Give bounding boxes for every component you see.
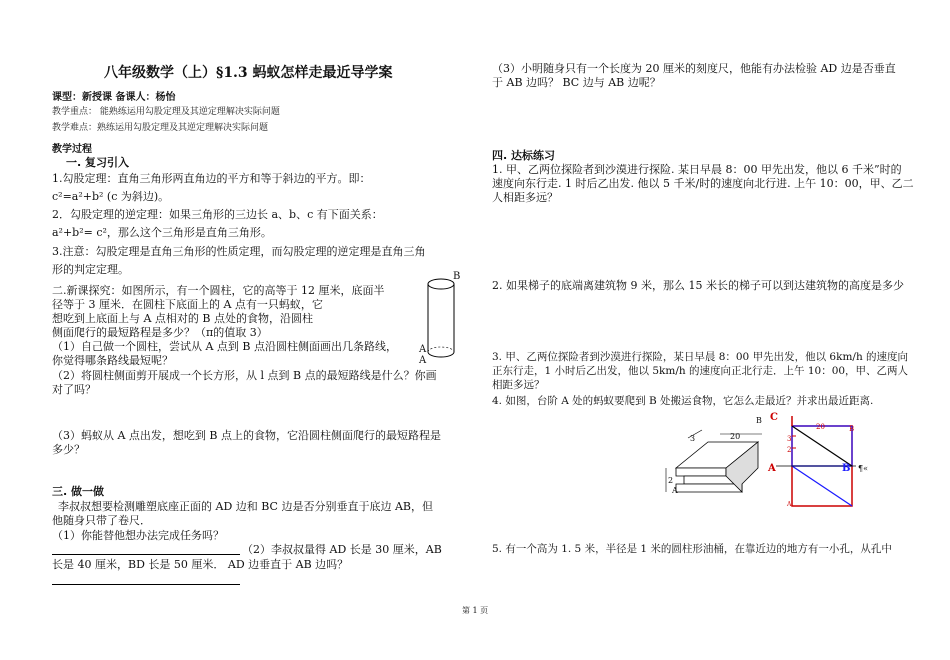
cylinder-label-b: B	[453, 271, 461, 282]
exercise-1-line-3: 人相距多远？	[492, 191, 558, 204]
right-q3-line-2: 于 AB 边吗？ BC 边与 AB 边呢？	[492, 76, 661, 89]
grid-label-a-big: A	[768, 463, 776, 474]
cylinder-label-a-2: A	[419, 355, 427, 366]
grid-label-3: 3	[787, 435, 792, 443]
practice-line-2: 他随身只带了卷尺．	[52, 514, 151, 527]
exercise-1-line-1: 1. 甲、乙两位探险者到沙漠进行探险. 某日早晨 8：00 甲先出发，他以 6 千米”时的	[492, 163, 902, 176]
practice-heading: 三. 做一做	[52, 485, 105, 498]
difficult-point: 教学难点：熟练运用勾股定理及其逆定理解决实际问题	[52, 123, 269, 133]
answer-line-2[interactable]	[52, 584, 240, 585]
exercise-5: 5. 有一个高为 1. 5 米，半径是 1 米的圆柱形油桶，在靠近边的地方有一小孔，从孔中	[492, 543, 892, 555]
page-title: 八年级数学（上）§1.3 蚂蚁怎样走最近导学案	[104, 65, 393, 81]
exercise-2: 2. 如果梯子的底端离建筑物 9 米，那么 15 米长的梯子可以到达建筑物的高度是多少	[492, 279, 904, 292]
explore-q1-line-1: （1）自己做一个圆柱，尝试从 A 点到 B 点沿圆柱侧面画出几条路线，	[52, 340, 398, 353]
answer-line-1[interactable]	[52, 554, 240, 555]
review-item-1: 1.勾股定理：直角三角形两直角边的平方和等于斜边的平方。即：	[52, 172, 371, 185]
stairs-label-a: A	[672, 486, 678, 495]
right-q3-line-1: （3）小明随身只有一个长度为 20 厘米的刻度尺，他能有办法检验 AD 边是否垂直	[492, 62, 896, 75]
stairs-figure	[662, 428, 772, 498]
formula-pythagoras: c²=a²+b² (c 为斜边)。	[52, 190, 170, 203]
explore-q1-line-2: 你觉得哪条路线最短呢？	[52, 354, 173, 367]
stairs-label-2: 2	[668, 476, 674, 485]
cylinder-figure	[420, 270, 465, 370]
grid-label-a-small: A	[787, 501, 792, 508]
explore-q2-line-2: 对了吗？	[52, 383, 96, 396]
explore-line-1: 二.新课探究：如图所示，有一个圆柱，它的高等于 12 厘米，底面半	[52, 284, 385, 297]
explore-q3-line-1: （3）蚂蚁从 A 点出发，想吃到 B 点上的食物，它沿圆柱侧面爬行的最短路程是	[52, 429, 442, 442]
explore-q3-line-2: 多少？	[52, 443, 85, 456]
grid-label-c: C	[770, 412, 778, 423]
page-number: 第 1 页	[462, 606, 489, 615]
grid-label-b-mid: B	[842, 463, 851, 474]
stairs-label-b: B	[756, 416, 762, 425]
practice-q2-line-2: 长是 40 厘米，BD 长是 50 厘米． AD 边垂直于 AB 边吗？	[52, 558, 349, 571]
explore-line-4: 侧面爬行的最短路程是多少？（π的值取 3）	[52, 326, 268, 339]
key-point: 教学重点： 能熟练运用勾股定理及其逆定理解决实际问题	[52, 107, 280, 117]
cylinder-label-a-1: A	[419, 344, 427, 355]
grid-label-b: B	[849, 425, 855, 433]
grid-label-2: 2	[787, 446, 792, 454]
exercise-3-line-3: 相距多远？	[492, 379, 545, 391]
explore-q2-line-1: （2）将圆柱侧面剪开展成一个长方形，从 l 点到 B 点的最短路线是什么？你画	[52, 369, 437, 382]
practice-line-1: 李叔叔想要检测雕塑底座正面的 AD 边和 BC 边是否分别垂直于底边 AB，但	[58, 500, 433, 513]
exercise-3-line-1: 3. 甲、乙两位探险者到沙漠进行探险，某日早晨 8：00 甲先出发，他以 6km/h 的速度向	[492, 351, 909, 363]
exercise-3-line-2: 正东行走，1 小时后乙出发，他以 5km/h 的速度向正北行走．上午 10：00，甲、乙两人	[492, 365, 909, 377]
lesson-meta: 课型：新授课 备课人：杨怡	[52, 92, 176, 103]
exercise-1-line-2: 速度向东行走. 1 时后乙出发. 他以 5 千米/时的速度向北行进. 上午 10：00，甲、乙二	[492, 177, 914, 190]
explore-line-2: 径等于 3 厘米．在圆柱下底面上的 A 点有一只蚂蚁，它	[52, 298, 323, 311]
review-item-3-line2: 形的判定定理。	[52, 263, 129, 276]
exercise-4: 4. 如图，台阶 A 处的蚂蚁要爬到 B 处搬运食物，它怎么走最近？并求出最近距离.	[492, 395, 874, 407]
stairs-label-3: 3	[690, 434, 696, 443]
process-heading: 教学过程	[52, 144, 92, 155]
review-item-3-line1: 3.注意：勾股定理是直角三角形的性质定理，而勾股定理的逆定理是直角三角	[52, 245, 426, 258]
grid-label-20: 20	[816, 423, 825, 431]
practice-q1: （1）你能替他想办法完成任务吗？	[52, 529, 224, 542]
review-item-2: 2．勾股定理的逆定理：如果三角形的三边长 a、b、c 有下面关系：	[52, 208, 383, 221]
section-4-heading: 四. 达标练习	[492, 149, 556, 162]
stairs-label-20: 20	[730, 432, 741, 441]
practice-q2-line-1: （2）李叔叔量得 AD 长是 30 厘米，AB	[242, 543, 442, 556]
review-heading: 一. 复习引入	[66, 156, 130, 169]
explore-line-3: 想吃到上底面上与 A 点相对的 B 点处的食物，沿圆柱	[52, 312, 314, 325]
grid-label-pilcrow: ¶«	[858, 464, 868, 473]
formula-converse: a²+b²= c²，那么这个三角形是直角三角形。	[52, 226, 272, 239]
